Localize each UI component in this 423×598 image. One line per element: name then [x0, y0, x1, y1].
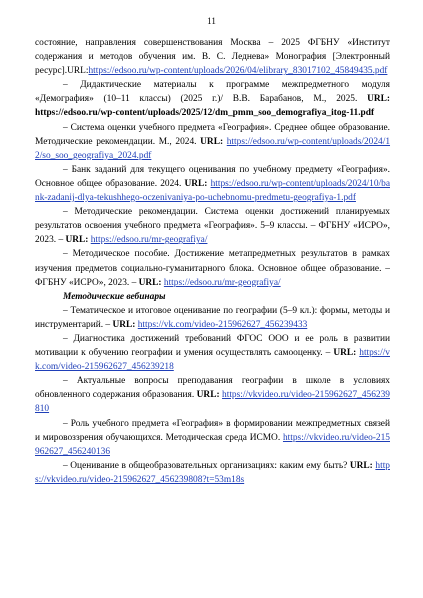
reference-entry: – Система оценки учебного предмета «География». Среднее общее образование. Методические рекомендации. М., 2024. URL: https://edsoo.ru/wp-content/uploads/2024/12/so_soo_geografiya_2024.pdf	[35, 122, 391, 161]
reference-entry: – Методическое пособие. Достижение метапредметных результатов в рамках изучения предметов социально-гуманитарного блока. Основное общее образование. –ФГБНУ «ИСРО», 2023. – URL: https://edsoo.ru/mr-geografiya/	[35, 249, 390, 288]
reference-link[interactable]: https://edsoo.ru/wp-content/uploads/2026/04/elibrary_83017102_45849435.pdf	[88, 66, 388, 77]
webinar-link[interactable]: https://vkvideo.ru/video-215962627_456239808?t=53m18s	[35, 460, 390, 485]
reference-list	[35, 36, 390, 487]
reference-link[interactable]: https://edsoo.ru/mr-geografiya/	[90, 235, 208, 246]
reference-entry: – Дидактические материалы к программе межпредметного модуля «Демография» (10–11 классы) (2025 г.)/ В.В. Барабанов, М., 2025. URL: https://edsoo.ru/wp-content/uploads/2025/12/dm_pmm_soo_demografiya_itog-11.pdf	[35, 80, 390, 119]
webinar-entry: – Диагностика достижений требований ФГОС ООО и ее роль в развитии мотивации к обучению географии и умения осуществлять самооценку. – URL: https://vk.com/video-215962627_456239218	[35, 333, 390, 373]
webinars-heading: Методические вебинары	[63, 291, 166, 302]
webinar-entry: – Актуальные вопросы преподавания географии в школе в условиях обновленного содержания образования. URL: https://vkvideo.ru/video-215962627_456239810	[35, 376, 390, 415]
webinar-link[interactable]: https://vk.com/video-215962627_456239433	[137, 319, 308, 330]
webinar-link[interactable]: https://vk.com/video-215962627_456239218	[35, 348, 390, 373]
webinar-link[interactable]: https://vkvideo.ru/video-215962627_456239810	[35, 390, 390, 415]
reference-entry: – Банк заданий для текущего оценивания по учебному предмету «География». Основное общее образование. 2024. URL: https://edsoo.ru/wp-content/uploads/2024/10/bank-zadanij-dlya-tekushhego-oczenivaniya-po-uchebnomu-predmetu-geografiya-1.pdf	[35, 164, 390, 204]
webinar-entry: – Роль учебного предмета «География» в формировании межпредметных связей и мировоззрения обучающихся. Методическая среда ИСМО. https://vkvideo.ru/video-215962627_456240136	[35, 418, 390, 457]
reference-entry: – Методические рекомендации. Система оценки достижений планируемых результатов освоения учебного предмета «География». 5–9 классы. – ФГБНУ «ИСРО», 2023. – URL: https://edsoo.ru/mr-geografiya/	[35, 207, 390, 246]
webinar-entry: – Оценивание в общеобразовательных организациях: каким ему быть? URL: https://vkvideo.ru/video-215962627_456239808?t=53m18s	[35, 460, 390, 485]
reference-url-text: URL: https://edsoo.ru/wp-content/uploads/2025/12/dm_pmm_soo_demografiya_itog-11.pdf	[35, 94, 390, 119]
webinar-entry: – Тематическое и итоговое оценивание по географии (5–9 кл.): формы, методы и инструментарий. – URL: https://vk.com/video-215962627_456239433	[35, 305, 390, 330]
reference-entry: состояние, направления совершенствования Москва – 2025 ФГБНУ «Институт содержания и методов обучения им. В. С. Леднева» Монография [Электронный ресурс].URL:https://edsoo.ru/wp-content/uploads/2026/04/elibrary_83017102_45849435.pdf	[35, 38, 390, 77]
page-number: 11	[207, 16, 216, 26]
reference-link[interactable]: https://edsoo.ru/wp-content/uploads/2024/10/bank-zadanij-dlya-tekushhego-oczenivaniya-po-uchebnomu-predmetu-geografiya-1.pdf	[35, 178, 390, 204]
webinar-link[interactable]: https://vkvideo.ru/video-215962627_456240136	[35, 432, 390, 457]
reference-link[interactable]: https://edsoo.ru/wp-content/uploads/2024/12/so_soo_geografiya_2024.pdf	[35, 136, 391, 161]
reference-link[interactable]: https://edsoo.ru/mr-geografiya/	[163, 277, 281, 288]
